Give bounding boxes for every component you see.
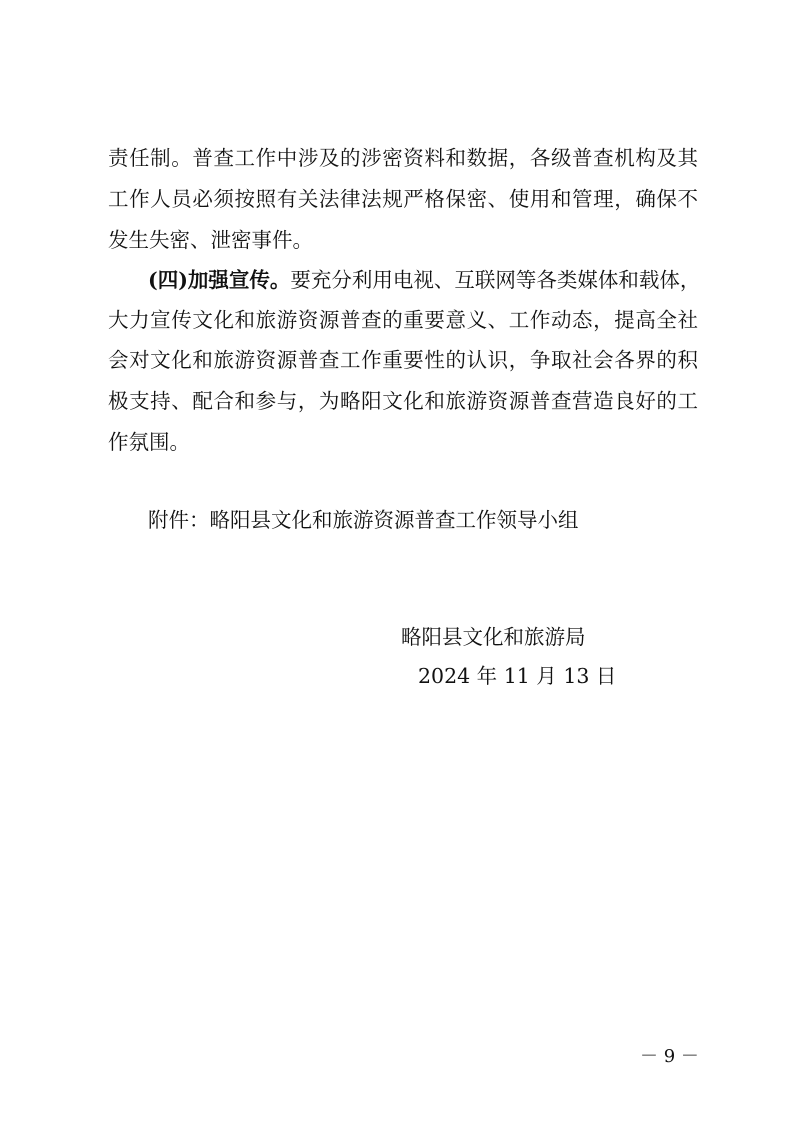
paragraph-2-line-3: 会对文化和旅游资源普查工作重要性的认识，争取社会各界的积 bbox=[108, 348, 698, 372]
paragraph-2-line-5: 作氛围。 bbox=[108, 430, 190, 454]
attachment-note: 附件：略阳县文化和旅游资源普查工作领导小组 bbox=[148, 508, 579, 532]
paragraph-1-line-2: 工作人员必须按照有关法律法规严格保密、使用和管理，确保不 bbox=[108, 187, 698, 211]
issue-date: 2024 年 11 月 13 日 bbox=[418, 664, 617, 688]
page-number: － 9 － bbox=[640, 1046, 699, 1067]
paragraph-2-line-1 bbox=[148, 268, 701, 292]
paragraph-2-line-4: 极支持、配合和参与，为略阳文化和旅游资源普查营造良好的工 bbox=[108, 389, 698, 413]
paragraph-2-line-1-text: 要充分利用电视、互联网等各类媒体和载体， bbox=[290, 268, 701, 292]
issuing-organization: 略阳县文化和旅游局 bbox=[401, 625, 586, 649]
paragraph-1-line-1: 责任制。普查工作中涉及的涉密资料和数据，各级普查机构及其 bbox=[108, 146, 698, 170]
paragraph-2-line-2: 大力宣传文化和旅游资源普查的重要意义、工作动态，提高全社 bbox=[108, 308, 698, 332]
paragraph-1-line-3: 发生失密、泄密事件。 bbox=[108, 228, 313, 252]
section-heading: (四)加强宣传。 bbox=[148, 268, 291, 292]
